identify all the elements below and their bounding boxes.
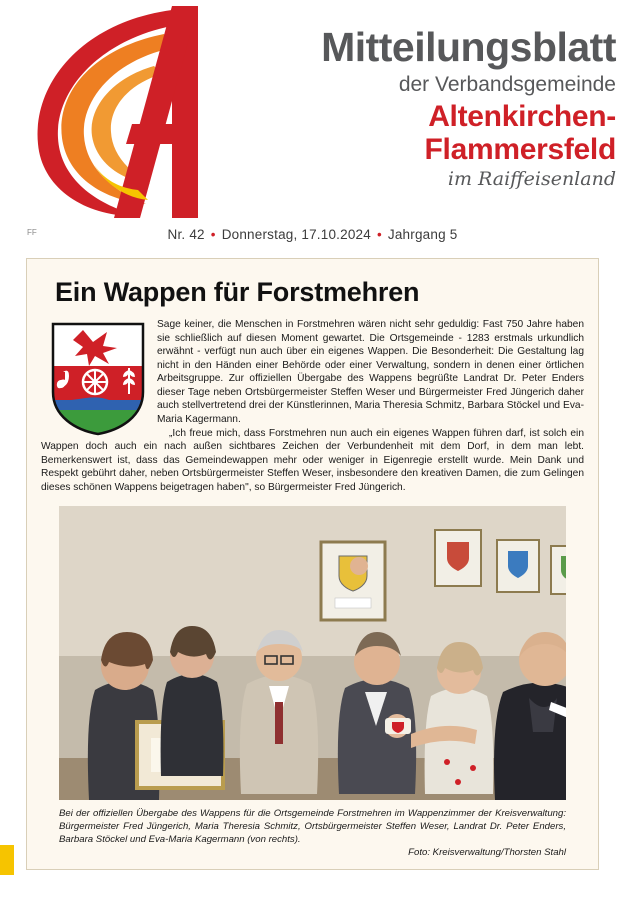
photo-credit: Foto: Kreisverwaltung/Thorsten Stahl [408,847,566,859]
page-color-marker [0,845,14,875]
issue-number: Nr. 42 [167,227,205,242]
article-photo [59,506,566,800]
publication-subtitle: der Verbandsgemeinde [398,73,616,97]
publication-title: Mitteilungsblatt [321,24,616,70]
logo-swoosh [22,4,262,226]
issue-line [0,227,625,242]
municipality-name-line2: Flammersfeld [424,132,616,166]
article-body [41,318,584,494]
coat-of-arms-image [49,320,147,438]
municipality-name-line1: Altenkirchen- [428,100,616,134]
photo-caption: Bei der offiziellen Übergabe des Wappens für die Ortsgemeinde Forstmehren im Wappenzimmer der Kreisverwaltung: Bürgermeister Fred Jüngerich, Maria Theresia Schmitz, Ortsbürgermeister Steffen Weser, Landrat Dr. Peter Enders, Barbara Stöckel und Eva-Maria Kagermann (von rechts). [59,808,566,846]
issue-separator-1: • [210,227,216,242]
edition-mark: FF [27,228,37,237]
masthead-tagline: im Raiffeisenland [447,167,616,190]
masthead-text [246,26,616,190]
article-box [26,258,599,870]
article-paragraph-1: Sage keiner, die Menschen in Forstmehren wären nicht sehr geduldig: Fast 750 Jahre haben sie schließlich auf diesen Moment gewartet. Die Ortsgemeinde - 1283 erstmals urkundlich erwähnt - verfügt nun auch über ein eigenes Wappen. Die Besonderheit: Die Gestaltung lag nicht in den Händen einer Behörde oder einer Verwaltung, sondern in denen einer örtlichen Arbeitsgruppe. Zur offiziellen Übergabe des Wappens begrüßte Landrat Dr. Peter Enders dieser Tage neben Ortsbürgermeister Steffen Weser und Bürgermeister Fred Jüngerich daher auch stellvertretend drei der Künstlerinnen, Maria Theresia Schmitz, Barbara Stöckel und Eva-Maria Kagermann. [157,319,584,425]
article-headline: Ein Wappen für Forstmehren [55,277,420,307]
issue-volume: Jahrgang 5 [387,227,458,242]
article-paragraph-2: „Ich freue mich, dass Forstmehren nun auch ein eigenes Wappen führen darf, ist solch ein Wappen doch auch ein nach außen sichtbares Zeichen der Verbundenheit mit dem Dorf, in dem man lebt. Bemerkenswert ist, dass das Gemeindewappen mehr oder weniger in Eigenregie erstellt wurde. Mein Dank und Respekt gebührt daher, neben Ortsbürgermeister Steffen Weser, insbesondere den kreativen Damen, die zum Gelingen dieses schönen Wappens beigetragen haben", so Bürgermeister Fred Jüngerich. [41,427,584,493]
masthead [0,0,625,248]
issue-separator-2: • [376,227,382,242]
issue-date: Donnerstag, 17.10.2024 [221,227,371,242]
